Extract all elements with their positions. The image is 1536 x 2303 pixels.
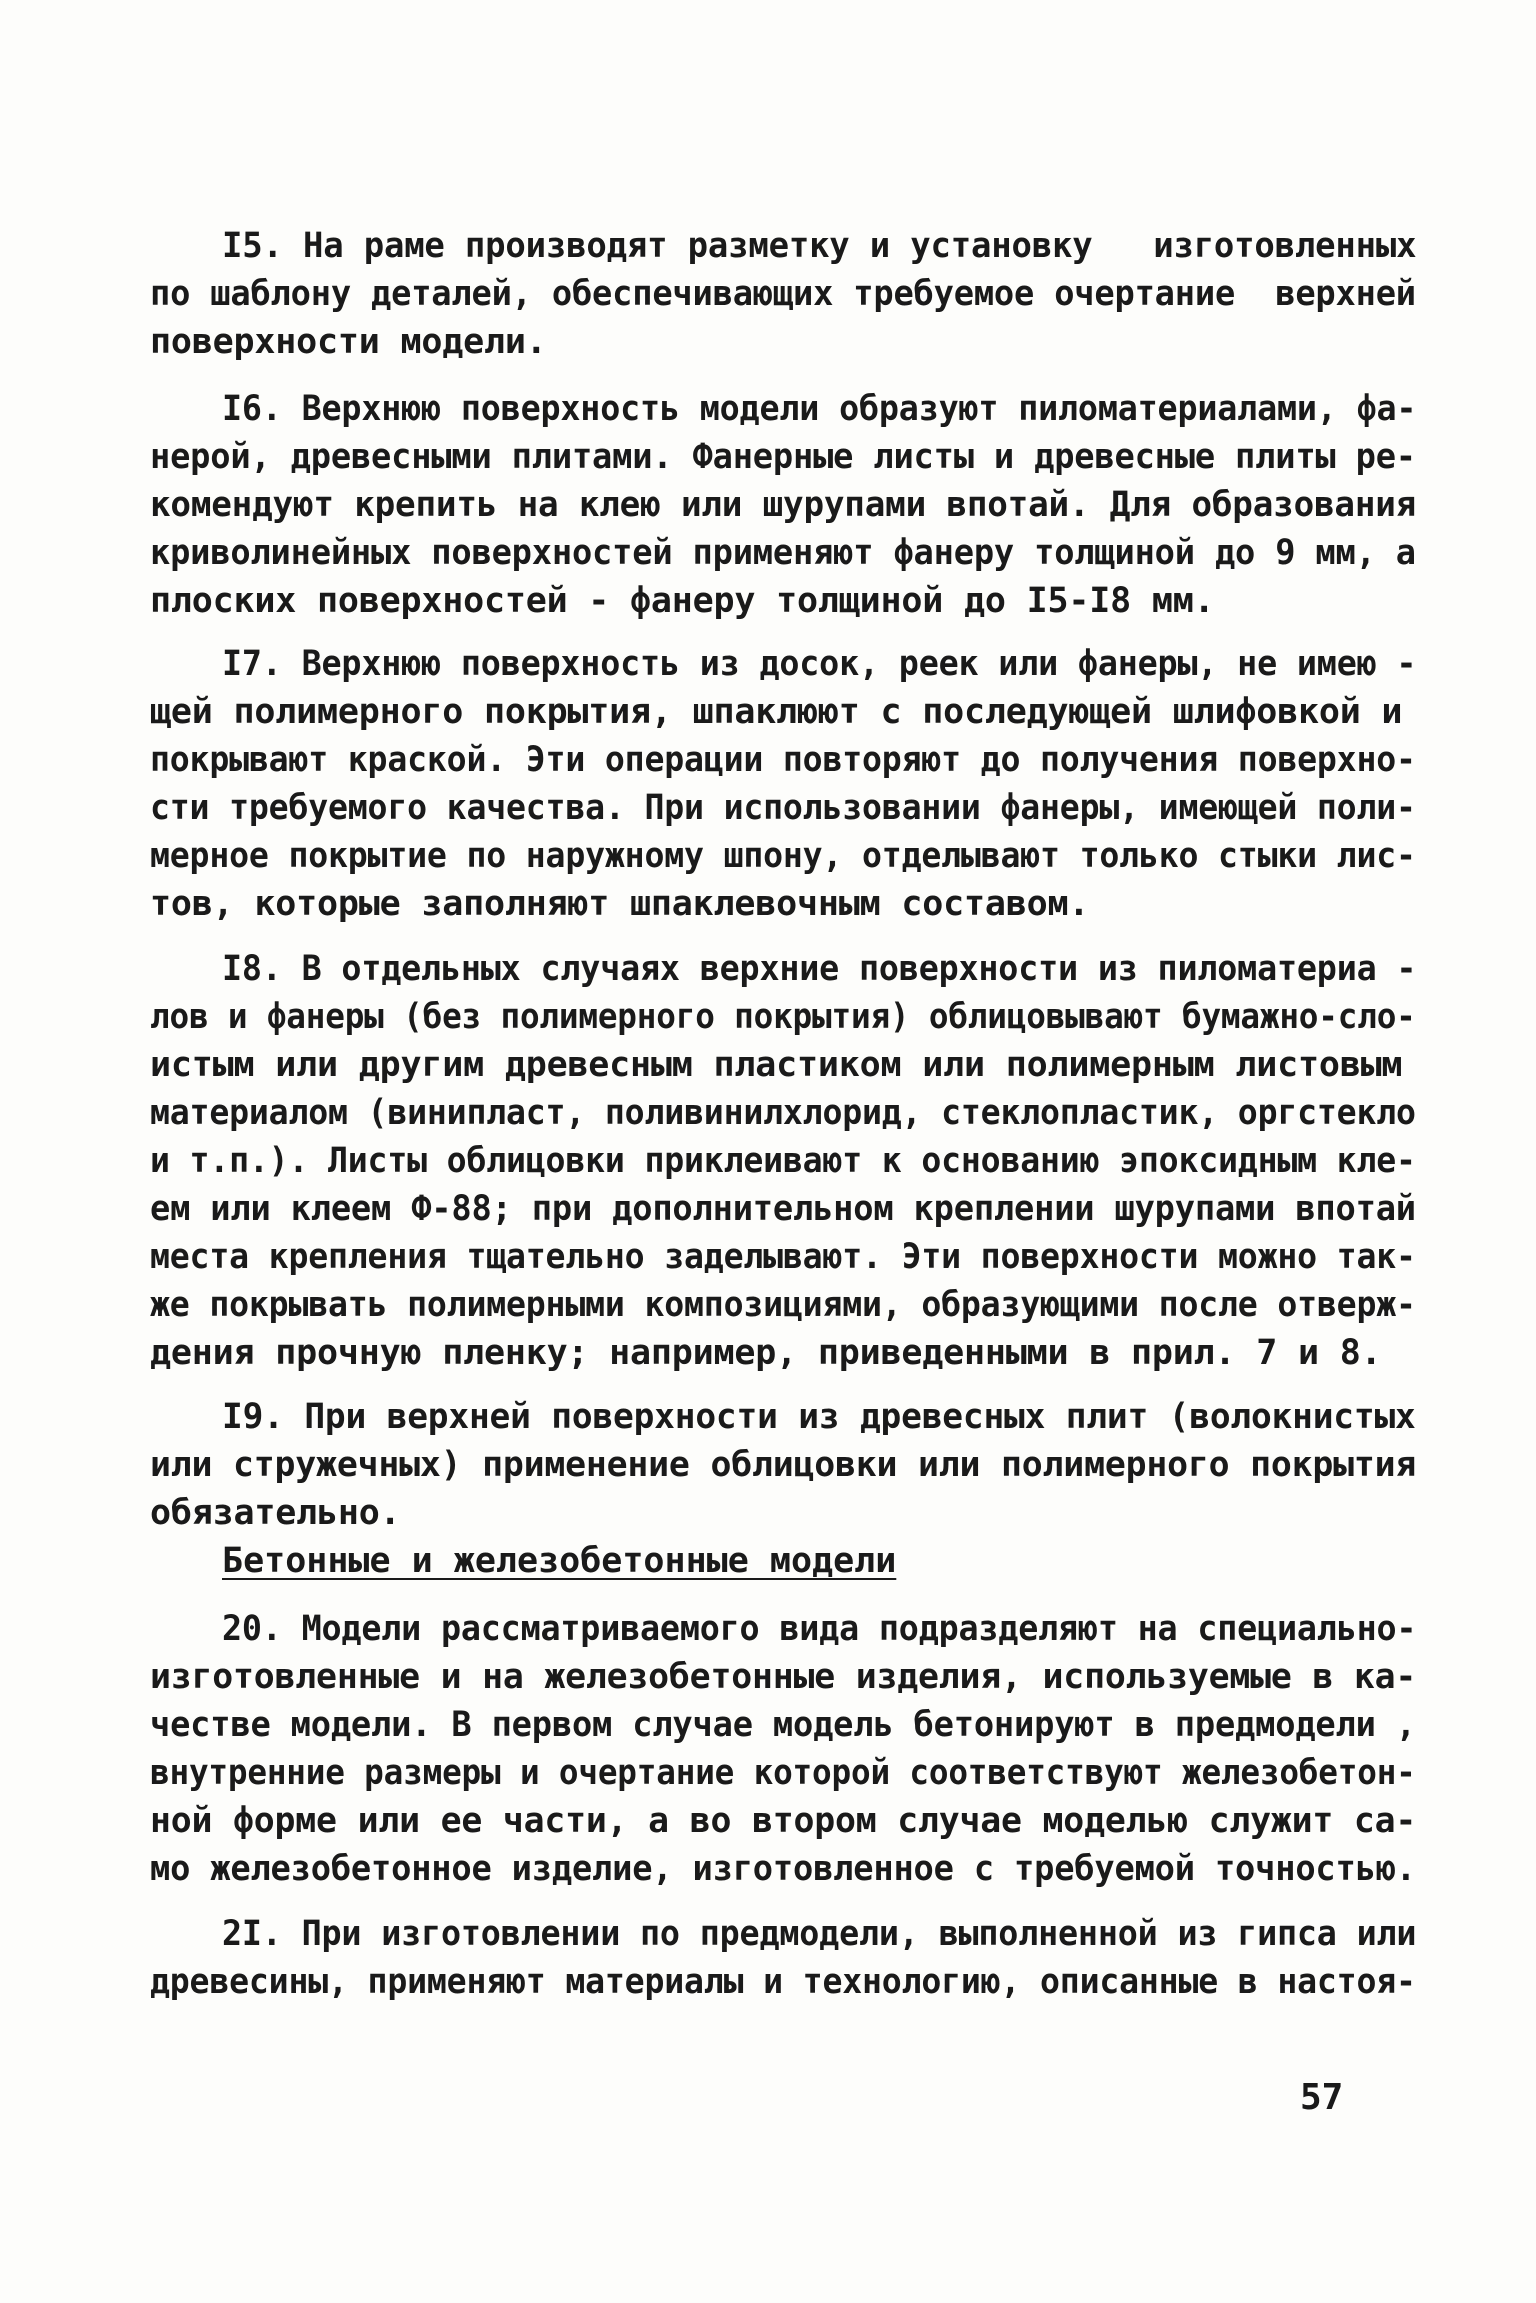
p20-line-2: изготовленные и на железобетонные изделия, используемые в ка-: [150, 1657, 1417, 1697]
p20-line-4: внутренние размеры и очертание которой соответствуют железобетон-: [150, 1753, 1416, 1793]
p17-line-5: мерное покрытие по наружному шпону, отделывают только стыки лис-: [150, 836, 1416, 876]
p17-line-4: сти требуемого качества. При использовании фанеры, имеющей поли-: [150, 788, 1416, 828]
p16-line-4: криволинейных поверхностей применяют фанеру толщиной до 9 мм, а: [150, 533, 1416, 573]
p16-line-3: комендуют крепить на клею или шурупами впотай. Для образования: [150, 485, 1417, 525]
section-heading: Бетонные и железобетонные модели: [222, 1541, 897, 1581]
p15-line-3: поверхности модели.: [150, 322, 547, 362]
p17-line-6: тов, которые заполняют шпаклевочным составом.: [150, 884, 1090, 924]
p19-line-3: обязательно.: [150, 1493, 401, 1533]
p21-line-2: древесины, применяют материалы и технологию, описанные в настоя-: [150, 1962, 1416, 2002]
p18-line-4: материалом (винипласт, поливинилхлорид, стеклопластик, оргстекло: [150, 1093, 1416, 1133]
p18-line-9: дения прочную пленку; например, приведенными в прил. 7 и 8.: [150, 1333, 1382, 1373]
p18-line-1: I8. В отдельных случаях верхние поверхности из пиломатериа -: [222, 949, 1417, 989]
p20-line-5: ной форме или ее части, а во втором случае моделью служит са-: [150, 1801, 1417, 1841]
p20-line-6: мо железобетонное изделие, изготовленное с требуемой точностью.: [150, 1849, 1416, 1889]
p15-line-1: I5. На раме производят разметку и установку изготовленных: [222, 226, 1417, 266]
page-number: 57: [1300, 2077, 1344, 2118]
p18-line-2: лов и фанеры (без полимерного покрытия) облицовывают бумажно-сло-: [150, 997, 1416, 1037]
p18-line-5: и т.п.). Листы облицовки приклеивают к основанию эпоксидным кле-: [150, 1141, 1416, 1181]
p18-line-6: ем или клеем Ф-88; при дополнительном креплении шурупами впотай: [150, 1189, 1416, 1229]
p15-line-2: по шаблону деталей, обеспечивающих требуемое очертание верхней: [150, 274, 1416, 314]
p17-line-3: покрывают краской. Эти операции повторяют до получения поверхно-: [150, 740, 1416, 780]
p20-line-1: 20. Модели рассматриваемого вида подразделяют на специально-: [222, 1609, 1417, 1649]
p17-line-1: I7. Верхнюю поверхность из досок, реек или фанеры, не имею -: [222, 644, 1417, 684]
p16-line-5: плоских поверхностей - фанеру толщиной до I5-I8 мм.: [150, 581, 1215, 621]
p21-line-1: 2I. При изготовлении по предмодели, выполненной из гипса или: [222, 1914, 1417, 1954]
p16-line-1: I6. Верхнюю поверхность модели образуют пиломатериалами, фа-: [222, 389, 1417, 429]
p19-line-2: или стружечных) применение облицовки или полимерного покрытия: [150, 1445, 1417, 1485]
p16-line-2: нерой, древесными плитами. Фанерные листы и древесные плиты ре-: [150, 437, 1416, 477]
p20-line-3: честве модели. В первом случае модель бетонируют в предмодели ,: [150, 1705, 1416, 1745]
p18-line-3: истым или другим древесным пластиком или полимерным листовым: [150, 1045, 1403, 1085]
p18-line-7: места крепления тщательно заделывают. Эти поверхности можно так-: [150, 1237, 1416, 1277]
p19-line-1: I9. При верхней поверхности из древесных плит (волокнистых: [222, 1397, 1416, 1437]
p18-line-8: же покрывать полимерными композициями, образующими после отверж-: [150, 1285, 1416, 1325]
p17-line-2: щей полимерного покрытия, шпаклюют с последующей шлифовкой и: [150, 692, 1403, 732]
